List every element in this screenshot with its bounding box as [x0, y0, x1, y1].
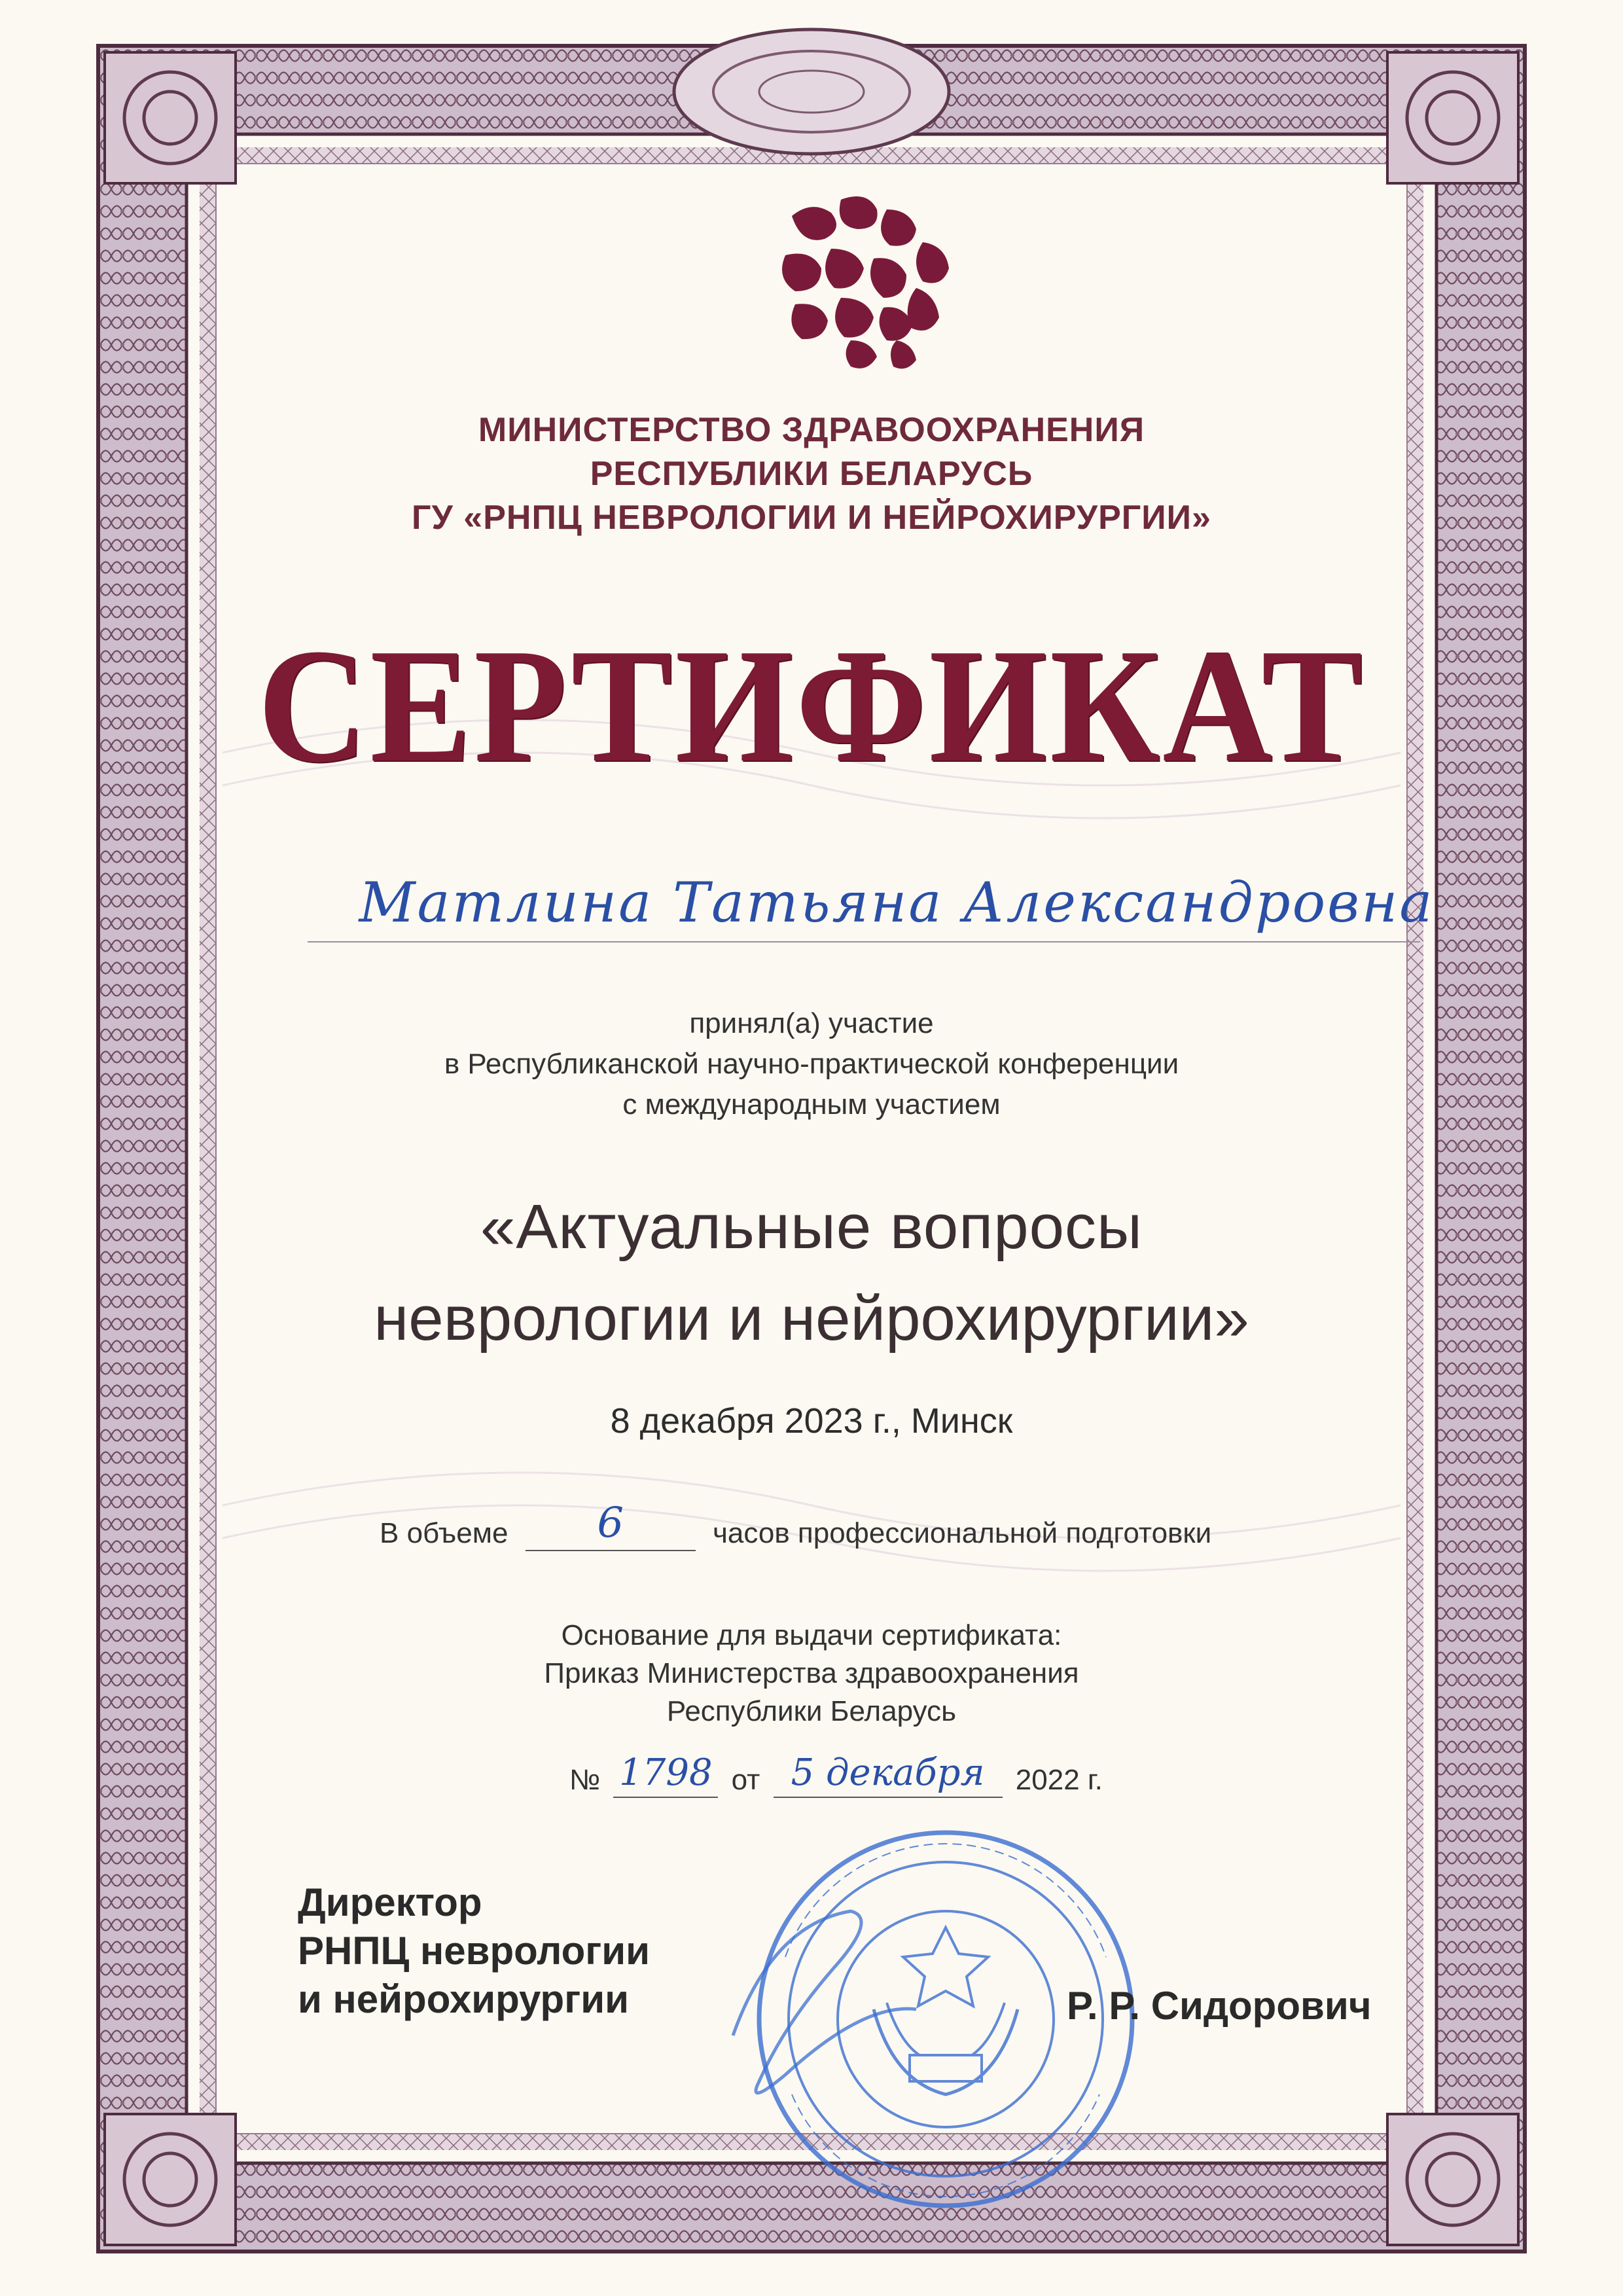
- order-date-value: 5 декабря: [791, 1751, 985, 1794]
- hours-line: [380, 1499, 1212, 1551]
- director-title-line3: и нейрохирургии: [298, 1977, 629, 2021]
- order-number-blank: [613, 1751, 718, 1798]
- conference-date-place: 8 декабря 2023 г., Минск: [610, 1401, 1013, 1441]
- order-line: [569, 1751, 1103, 1798]
- recipient-underline: [308, 941, 1420, 942]
- recipient-name: Матлина Татьяна Александровна: [359, 870, 1435, 935]
- order-from-label: от: [731, 1764, 760, 1796]
- order-date-blank: [774, 1751, 1003, 1798]
- basis-line3: Республики Беларусь: [666, 1695, 957, 1727]
- basis-line2: Приказ Министерства здравоохранения: [544, 1657, 1079, 1689]
- director-name: Р. Р. Сидорович: [1067, 1984, 1372, 2028]
- conference-title-line1: «Актуальные вопросы: [480, 1192, 1143, 1262]
- hours-prefix: В объеме: [380, 1517, 508, 1549]
- director-title-line2: РНПЦ неврологии: [298, 1929, 651, 1973]
- ministry-name-line2: РЕСПУБЛИКИ БЕЛАРУСЬ: [590, 455, 1033, 493]
- hours-blank: [526, 1499, 696, 1551]
- order-year: 2022 г.: [1015, 1764, 1103, 1796]
- participation-line3: с международным участием: [622, 1088, 1001, 1121]
- participation-line1: принял(а) участие: [689, 1007, 934, 1039]
- brain-logo-icon: [782, 196, 949, 368]
- ministry-name-line1: МИНИСТЕРСТВО ЗДРАВООХРАНЕНИЯ: [478, 411, 1145, 449]
- conference-title-line2: неврологии и нейрохирургии»: [374, 1283, 1249, 1354]
- participation-line2: в Республиканской научно-практической конференции: [444, 1048, 1179, 1080]
- director-title-line1: Директор: [298, 1880, 482, 1924]
- order-number-value: 1798: [619, 1751, 713, 1794]
- institution-name: ГУ «РНПЦ НЕВРОЛОГИИ И НЕЙРОХИРУРГИИ»: [412, 499, 1211, 537]
- basis-line1: Основание для выдачи сертификата:: [561, 1619, 1062, 1651]
- hours-suffix: часов профессиональной подготовки: [712, 1517, 1212, 1549]
- certificate-title: СЕРТИФИКАТ: [257, 615, 1366, 797]
- top-medallion: [674, 29, 949, 154]
- hours-value: 6: [597, 1499, 624, 1547]
- order-number-label: №: [569, 1764, 601, 1796]
